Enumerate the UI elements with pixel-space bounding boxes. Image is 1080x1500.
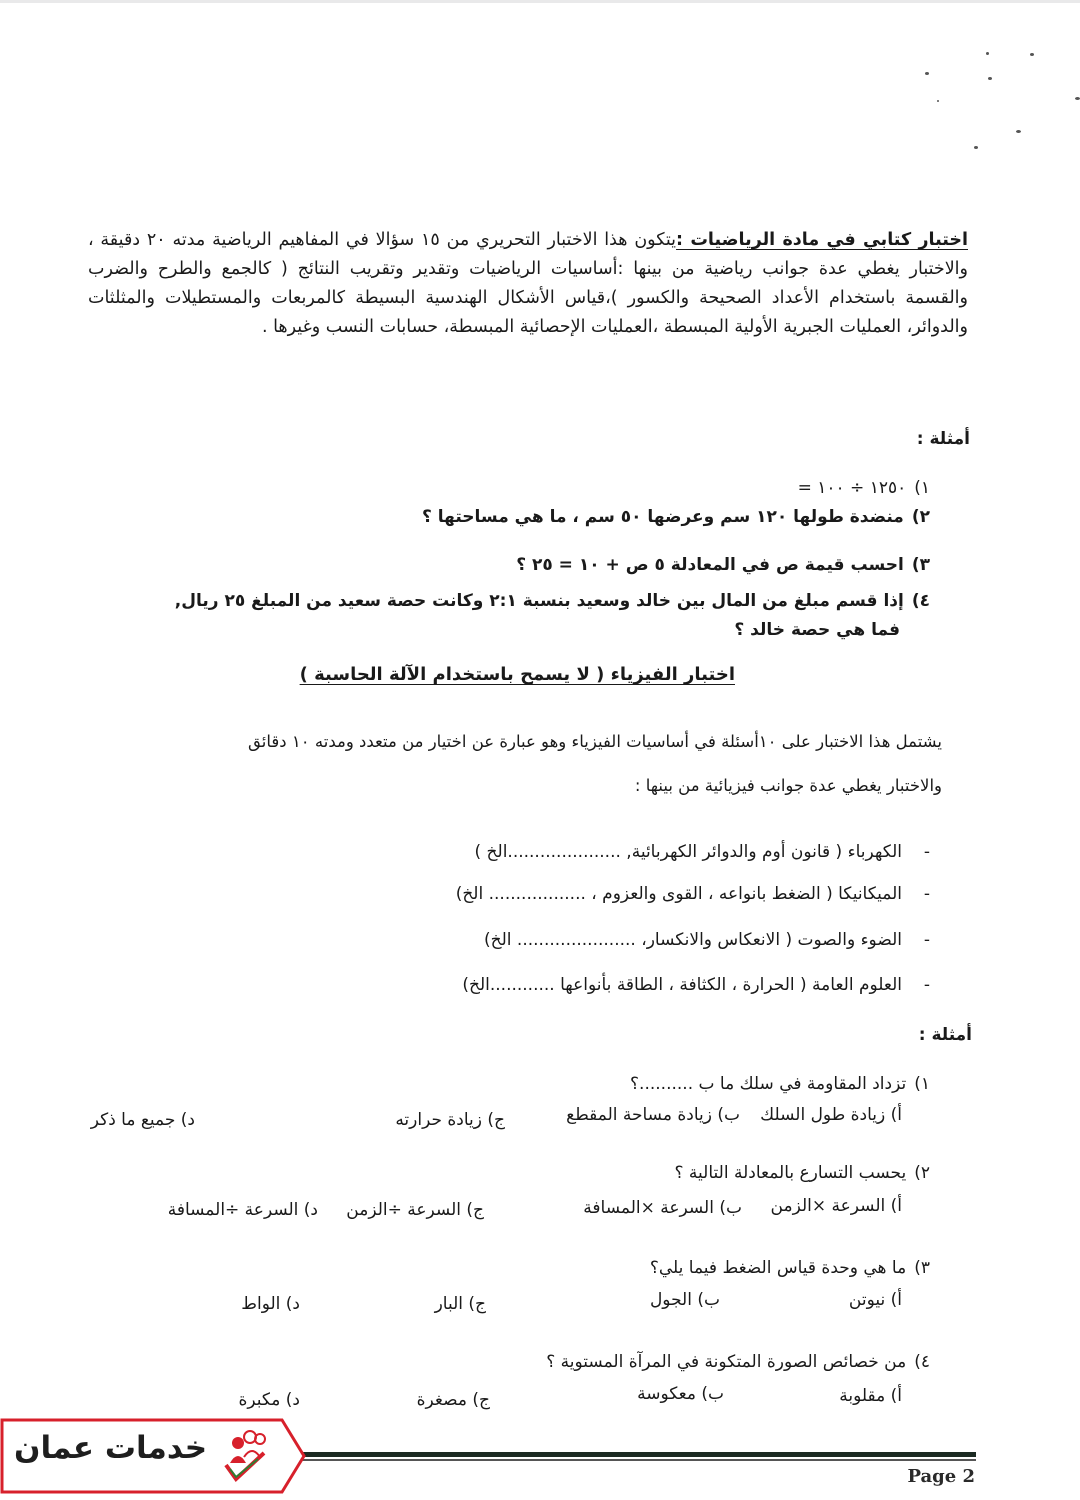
option-d[interactable]: د) السرعة ÷المسافة [167,1200,318,1220]
math-question-4 [175,591,930,611]
option-a[interactable]: أ) مقلوبة [839,1386,902,1406]
question-number: ٢) [914,1163,930,1183]
question-number: ٤) [914,1352,930,1372]
page-number: Page 2 [907,1466,975,1487]
topic-electricity: الكهرباء ( قانون أوم والدوائر الكهربائية, .....................الخ ) [474,842,902,862]
math-question-2 [422,507,930,527]
option-d[interactable]: د) مكبرة [238,1390,300,1410]
question-text: يحسب التسارع بالمعادلة التالية ؟ [674,1163,907,1183]
question-text: من خصائص الصورة المتكونة في المرآة المستوية ؟ [546,1352,907,1372]
question-text: احسب قيمة ص في المعادلة ٥ ص + ١٠ = ٢٥ ؟ [516,555,904,575]
bullet-marker: - [923,842,930,862]
physics-examples-label: أمثلة : [918,1025,972,1045]
option-a[interactable]: أ) نيوتن [848,1290,902,1310]
option-c[interactable]: ج) زيادة حرارته [395,1110,505,1130]
math-intro [88,226,968,342]
math-intro-line: البسيطة كالمربعات والمستطيلات والمثلثات والدوائر، العمليات الجبرية الأولية المبسطة ،العمليات [88,288,968,337]
math-question-3 [516,555,930,575]
footer-rule [300,1452,976,1457]
option-b[interactable]: ب) معكوسة [637,1384,724,1404]
question-number: ٣) [911,555,930,575]
footer-rule-thin [300,1459,976,1461]
option-b[interactable]: ب) زيادة مساحة المقطع [566,1105,740,1125]
math-intro-line: مدته ٢٠ دقيقة ، والاختبار يغطي عدة جوانب رياضية من بينها :أساسيات الرياضيات وتقدير وتقريب [88,230,968,279]
option-c[interactable]: ج) السرعة ÷الزمن [346,1200,484,1220]
question-text: إذا قسم مبلغ من المال بين خالد وسعيد بنسبة ٢:١ وكانت حصة سعيد من المبلغ ٢٥ ريال, [174,591,904,611]
bullet-marker: - [923,930,930,950]
question-text: تزداد المقاومة في سلك ما ب ..........؟ [630,1074,907,1094]
physics-question-2 [674,1163,930,1183]
math-question-4-cont: فما هي حصة خالد ؟ [734,620,900,640]
question-number: ٣) [914,1258,930,1278]
question-text: ١٢٥٠ ÷ ١٠٠ = [797,478,907,498]
bullet-marker: - [923,975,930,995]
math-heading: اختبار كتابي في مادة الرياضيات : [676,230,968,250]
option-d[interactable]: د) جميع ما ذكر [90,1110,195,1130]
physics-intro-line-1: يشتمل هذا الاختبار على ١٠أسئلة في أساسيات الفيزياء وهو عبارة عن اختيار من متعدد ومدته ١٠ دقائق [248,732,942,751]
question-text: منضدة طولها ١٢٠ سم وعرضها ٥٠ سم ، ما هي مساحتها ؟ [421,507,904,527]
top-edge-bar [0,0,1080,3]
logo-text: خدمات عمان [14,1430,208,1466]
option-a[interactable]: أ) زيادة طول السلك [760,1105,902,1125]
question-number: ٤) [911,591,930,611]
bullet-marker: - [923,884,930,904]
physics-heading: اختبار الفيزياء ( لا يسمح باستخدام الآلة الحاسبة ) [299,664,735,685]
people-check-icon [222,1427,268,1485]
topic-mechanics: الميكانيكا ( الضغط بانواعه ، القوى والعزوم ، .................. الخ) [455,884,902,904]
question-number: ٢) [911,507,930,527]
math-examples-label: أمثلة : [916,429,970,449]
physics-question-1 [630,1074,930,1094]
topic-light-sound: الضوء والصوت ( الانعكاس والانكسار، ...................... الخ) [484,930,902,950]
math-intro-line: النتائج ( كالجمع والطرح والضرب والقسمة باستخدام الأعداد الصحيحة والكسور )،قياس الأشكال الهندسية [88,259,968,308]
math-question-1 [798,478,930,498]
question-text: ما هي وحدة قياس الضغط فيما يلي؟ [649,1258,907,1278]
topic-general-science: العلوم العامة ( الحرارة ، الكثافة ، الطاقة بأنواعها ............الخ) [462,975,902,995]
option-c[interactable]: ج) البار [434,1294,486,1314]
physics-question-3 [650,1258,930,1278]
option-c[interactable]: ج) مصغرة [416,1390,490,1410]
option-d[interactable]: د) الواط [241,1294,300,1314]
physics-intro-line-2: والاختبار يغطي عدة جوانب فيزيائية من بينها : [634,776,942,795]
question-number: ١) [914,1074,930,1094]
option-b[interactable]: ب) الجول [649,1290,720,1310]
math-intro-line: يتكون هذا الاختبار التحريري من ١٥ سؤالا في المفاهيم الرياضية [212,230,677,250]
option-a[interactable]: أ) السرعة ×الزمن [770,1196,902,1216]
math-intro-line: الإحصائية المبسطة، حسابات النسب وغيرها . [261,317,586,337]
physics-question-4 [546,1352,930,1372]
question-number: ١) [914,478,930,498]
option-b[interactable]: ب) السرعة ×المسافة [583,1198,742,1218]
